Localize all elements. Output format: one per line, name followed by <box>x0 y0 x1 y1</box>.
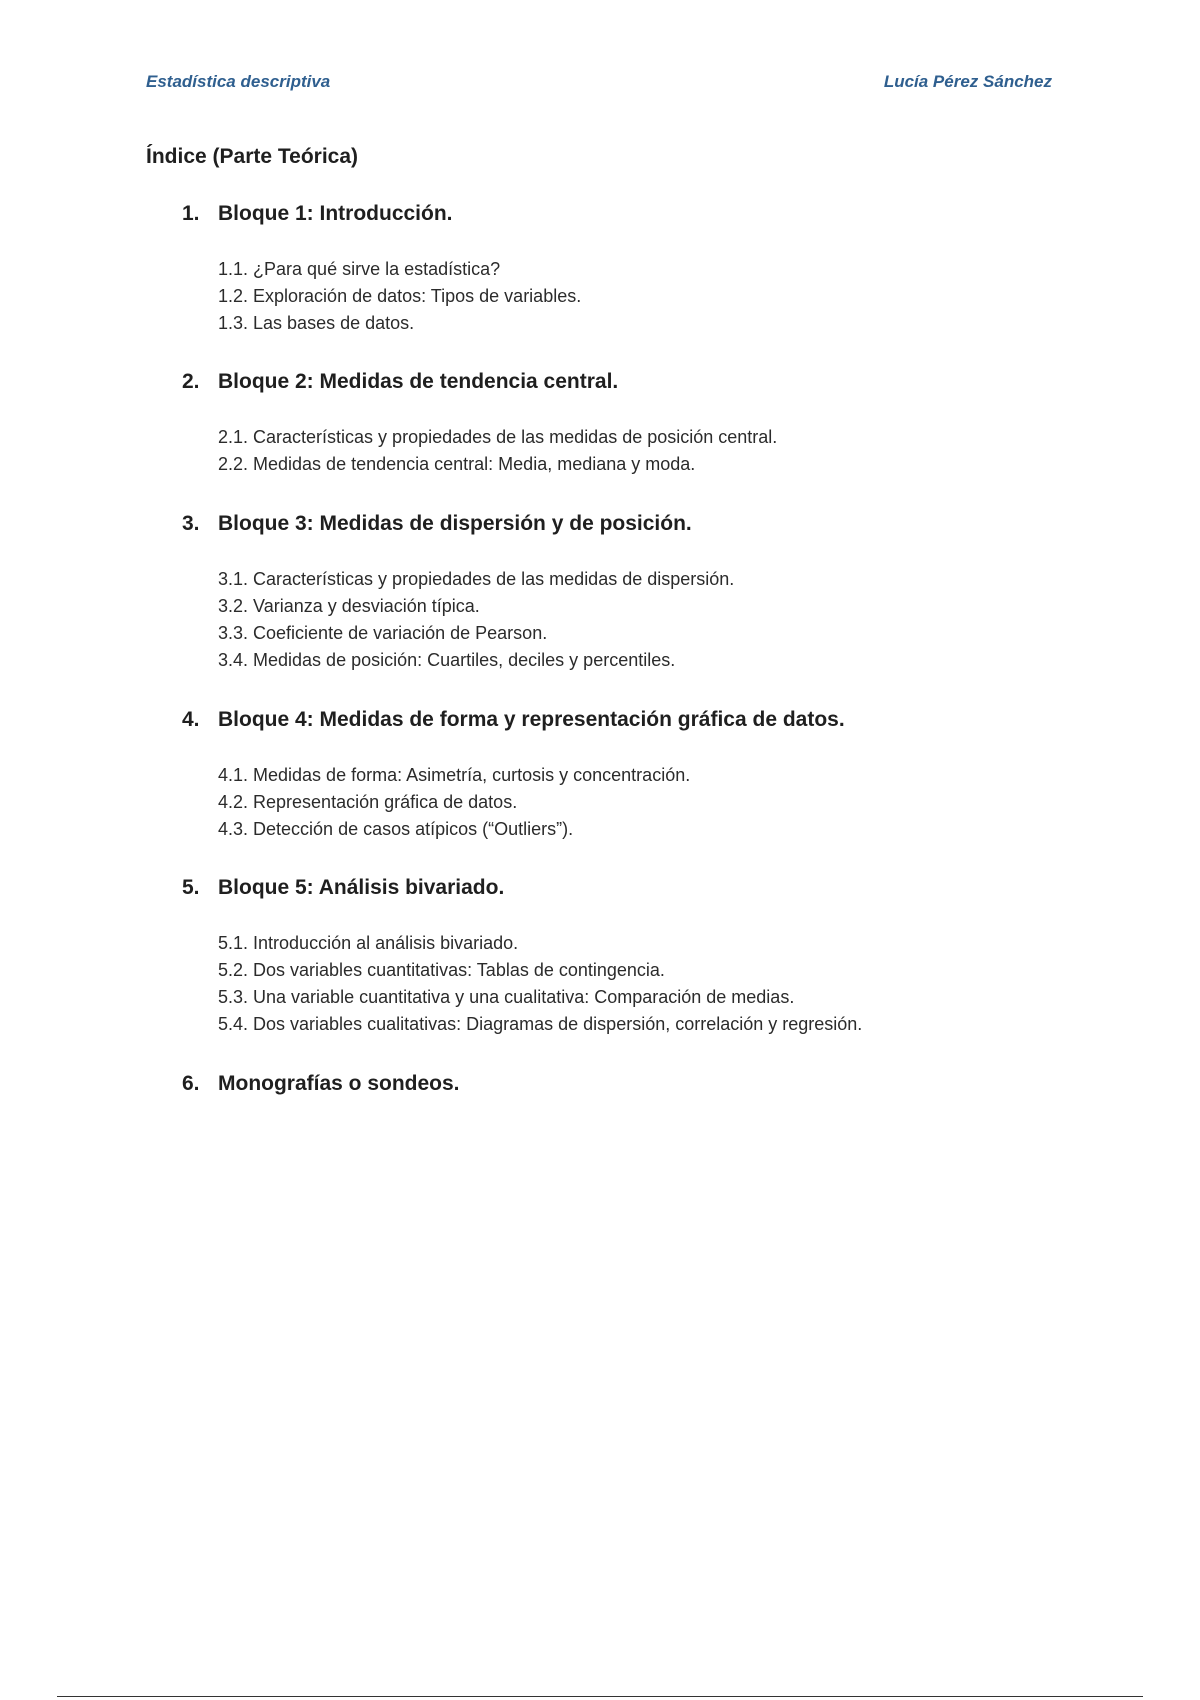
subsection-list <box>0 933 1200 1041</box>
subsection-item: 1.2. Exploración de datos: Tipos de variables. <box>218 286 582 306</box>
subsection-list <box>0 259 1200 340</box>
block-heading <box>0 876 1200 904</box>
index-title: Índice (Parte Teórica) <box>146 145 359 168</box>
table-of-contents <box>0 202 1200 1102</box>
block-title: Bloque 3: Medidas de dispersión y de posición. <box>218 512 692 535</box>
toc-block-5 <box>0 876 1200 1072</box>
subsection-item: 2.2. Medidas de tendencia central: Media, mediana y moda. <box>218 454 696 474</box>
subsection-list <box>0 765 1200 846</box>
subsection-item: 3.2. Varianza y desviación típica. <box>218 596 480 616</box>
subsection-item: 4.3. Detección de casos atípicos (“Outliers”). <box>218 819 574 839</box>
subsection-item: 4.2. Representación gráfica de datos. <box>218 792 518 812</box>
block-heading <box>0 370 1200 398</box>
footer-divider <box>57 1696 1143 1697</box>
block-title: Bloque 1: Introducción. <box>218 202 453 225</box>
block-heading <box>0 512 1200 540</box>
block-title: Bloque 2: Medidas de tendencia central. <box>218 370 619 393</box>
subsection-item: 2.1. Características y propiedades de las medidas de posición central. <box>218 427 778 447</box>
block-number: 3. <box>182 512 200 535</box>
block-number: 6. <box>182 1072 200 1095</box>
block-title: Bloque 4: Medidas de forma y representación gráfica de datos. <box>218 708 845 731</box>
subsection-item: 5.3. Una variable cuantitativa y una cualitativa: Comparación de medias. <box>218 987 795 1007</box>
subsection-item: 1.1. ¿Para qué sirve la estadística? <box>218 259 501 279</box>
block-heading <box>0 202 1200 230</box>
toc-block-1 <box>0 202 1200 370</box>
toc-block-6 <box>0 1072 1200 1102</box>
subsection-list <box>0 569 1200 677</box>
block-title: Bloque 5: Análisis bivariado. <box>218 876 505 899</box>
block-number: 1. <box>182 202 200 225</box>
page-header <box>146 72 1052 92</box>
subsection-item: 3.4. Medidas de posición: Cuartiles, deciles y percentiles. <box>218 650 676 670</box>
subsection-item: 5.2. Dos variables cuantitativas: Tablas de contingencia. <box>218 960 665 980</box>
block-title: Monografías o sondeos. <box>218 1072 460 1095</box>
subsection-item: 5.4. Dos variables cualitativas: Diagramas de dispersión, correlación y regresión. <box>218 1014 863 1034</box>
subsection-item: 4.1. Medidas de forma: Asimetría, curtosis y concentración. <box>218 765 691 785</box>
toc-block-4 <box>0 708 1200 876</box>
toc-block-2 <box>0 370 1200 512</box>
subsection-item: 3.3. Coeficiente de variación de Pearson. <box>218 623 548 643</box>
subsection-item: 3.1. Características y propiedades de las medidas de dispersión. <box>218 569 735 589</box>
block-number: 2. <box>182 370 200 393</box>
block-number: 4. <box>182 708 200 731</box>
block-heading <box>0 708 1200 736</box>
subsection-list <box>0 427 1200 481</box>
toc-block-3 <box>0 512 1200 708</box>
block-number: 5. <box>182 876 200 899</box>
header-course-title: Estadística descriptiva <box>146 72 331 91</box>
subsection-item: 1.3. Las bases de datos. <box>218 313 415 333</box>
block-heading <box>0 1072 1200 1100</box>
subsection-item: 5.1. Introducción al análisis bivariado. <box>218 933 519 953</box>
header-author-name: Lucía Pérez Sánchez <box>883 72 1052 91</box>
